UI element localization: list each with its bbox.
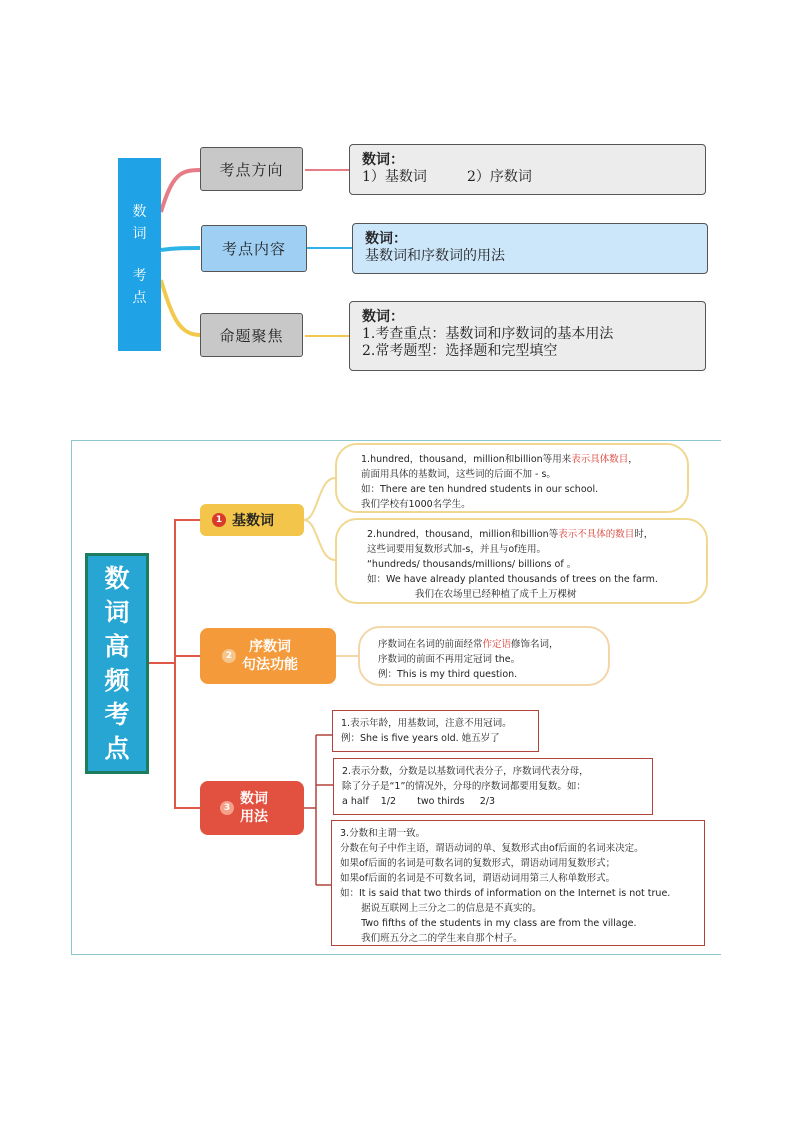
note-line: 如：There are ten hundred students in our school. <box>361 484 599 495</box>
branch-label-line: 数词 <box>240 791 268 807</box>
branch-exam-content <box>201 225 307 272</box>
branch-label: 考点内容 <box>221 240 286 258</box>
bottom-root-char: 考 <box>104 699 130 729</box>
note-line: 1.表示年龄，用基数词，注意不用冠词。 <box>341 718 512 729</box>
bottom-root-char: 频 <box>104 665 130 695</box>
note-line: 如果of后面的名词是不可数名词，谓语动词用第三人称单数形式。 <box>340 873 616 884</box>
branch-exam-direction <box>200 147 303 191</box>
connector-cardinal-fork <box>304 478 335 560</box>
note-line: 序数词的前面不再用定冠词 the。 <box>378 654 521 665</box>
note-cardinal-specific <box>335 443 689 513</box>
branch-label: 命题聚焦 <box>219 326 284 345</box>
note-line: 这些词要用复数形式加-s，并且与of连用。 <box>367 544 547 555</box>
leaf-title: 数词： <box>362 309 404 325</box>
note-line: 如：We have already planted thousands of trees on the farm. <box>367 574 658 585</box>
leaf-line: 2.常考题型：选择题和完型填空 <box>362 343 558 359</box>
note-line: 如果of后面的名词是可数名词的复数形式，谓语动词用复数形式； <box>340 858 616 869</box>
branch-number-badge: 3 <box>220 801 234 815</box>
note-line: 如：It is said that two thirds of information on the Internet is not true. <box>340 888 671 899</box>
note-line: 我们班五分之二的学生来自那个村子。 <box>340 933 523 944</box>
branch-usage <box>200 781 304 835</box>
connector-root-to-usage <box>149 663 200 808</box>
branch-label-line: 用法 <box>240 809 268 825</box>
connector-root-to-content <box>161 248 200 250</box>
note-line: 除了分子是“1”的情况外，分母的序数词都要用复数。如： <box>342 781 586 792</box>
leaf-focus <box>349 301 706 371</box>
branch-label <box>240 790 268 826</box>
highlight-text: 表示具体数目 <box>571 454 629 465</box>
bottom-root-node <box>85 553 149 774</box>
branch-exam-focus <box>200 313 303 357</box>
note-line: 据说互联网上三分之二的信息是不真实的。 <box>340 903 542 914</box>
bottom-root-char: 点 <box>104 733 130 763</box>
branch-label-line: 序数词 <box>249 639 291 655</box>
leaf-content <box>352 223 708 274</box>
note-line: 序数词在名词的前面经常作定语修饰名词， <box>378 639 559 650</box>
leaf-title: 数词： <box>365 231 407 247</box>
highlight-text: 作定语 <box>482 639 512 650</box>
note-line: 前面用具体的基数词，这些词的后面不加 - s。 <box>361 469 556 480</box>
note-line: 例：She is five years old. 她五岁了 <box>341 733 500 744</box>
note-line: “hundreds/ thousands/millions/ billions of 。 <box>367 559 577 570</box>
note-usage-agreement <box>331 820 705 946</box>
leaf-line: 基数词和序数词的用法 <box>365 248 505 264</box>
note-line: 我们在农场里已经种植了成千上万棵树 <box>415 589 577 600</box>
top-root-node <box>118 158 161 351</box>
branch-label: 基数词 <box>232 513 274 529</box>
leaf-title: 数词： <box>362 152 404 168</box>
branch-label-line: 句法功能 <box>242 657 298 673</box>
branch-cardinal <box>200 504 304 536</box>
top-root-char: 考 <box>132 267 147 284</box>
connector-root-to-focus <box>161 280 200 335</box>
highlight-text: 表示不具体的数目 <box>558 529 635 540</box>
note-cardinal-nonspecific <box>335 518 708 604</box>
note-line: Two fifths of the students in my class are from the village. <box>340 918 637 929</box>
branch-number-badge: 2 <box>222 649 236 663</box>
note-usage-fraction <box>333 758 653 815</box>
leaf-direction <box>349 144 706 195</box>
connector-usage-fork <box>304 735 333 885</box>
note-line: 例：This is my third question. <box>378 669 518 680</box>
top-root-char: 词 <box>132 225 147 242</box>
bottom-root-char: 高 <box>104 631 130 661</box>
note-usage-age <box>332 710 539 752</box>
bottom-root-char: 数 <box>104 563 130 593</box>
note-line: 分数在句子中作主语，谓语动词的单、复数形式由of后面的名词来决定。 <box>340 843 644 854</box>
connector-root-to-direction <box>161 170 200 212</box>
bottom-root-char: 词 <box>104 597 130 627</box>
connector-root-to-cardinal <box>149 520 200 663</box>
top-root-char: 数 <box>132 203 147 220</box>
branch-label <box>242 638 298 674</box>
top-root-char: 点 <box>132 289 147 306</box>
connector-root-to-ordinal <box>149 656 200 663</box>
note-ordinal <box>358 626 610 686</box>
leaf-line: 1）基数词 2）序数词 <box>362 169 532 185</box>
branch-ordinal <box>200 628 336 684</box>
note-line: 3.分数和主谓一致。 <box>340 828 426 839</box>
note-line: 我们学校有1000名学生。 <box>361 499 471 510</box>
leaf-line: 1.考查重点：基数词和序数词的基本用法 <box>362 326 614 342</box>
note-line: 2.hundred，thousand，million和billion等表示不具体的数目时， <box>367 529 654 540</box>
note-line: a half 1/2 two thirds 2/3 <box>342 796 495 807</box>
branch-label: 考点方向 <box>219 160 284 179</box>
note-line: 2.表示分数，分数是以基数词代表分子，序数词代表分母， <box>342 766 589 777</box>
note-line: 1.hundred，thousand，million和billion等用来表示具体数目， <box>361 454 638 465</box>
branch-number-badge: 1 <box>212 513 226 527</box>
